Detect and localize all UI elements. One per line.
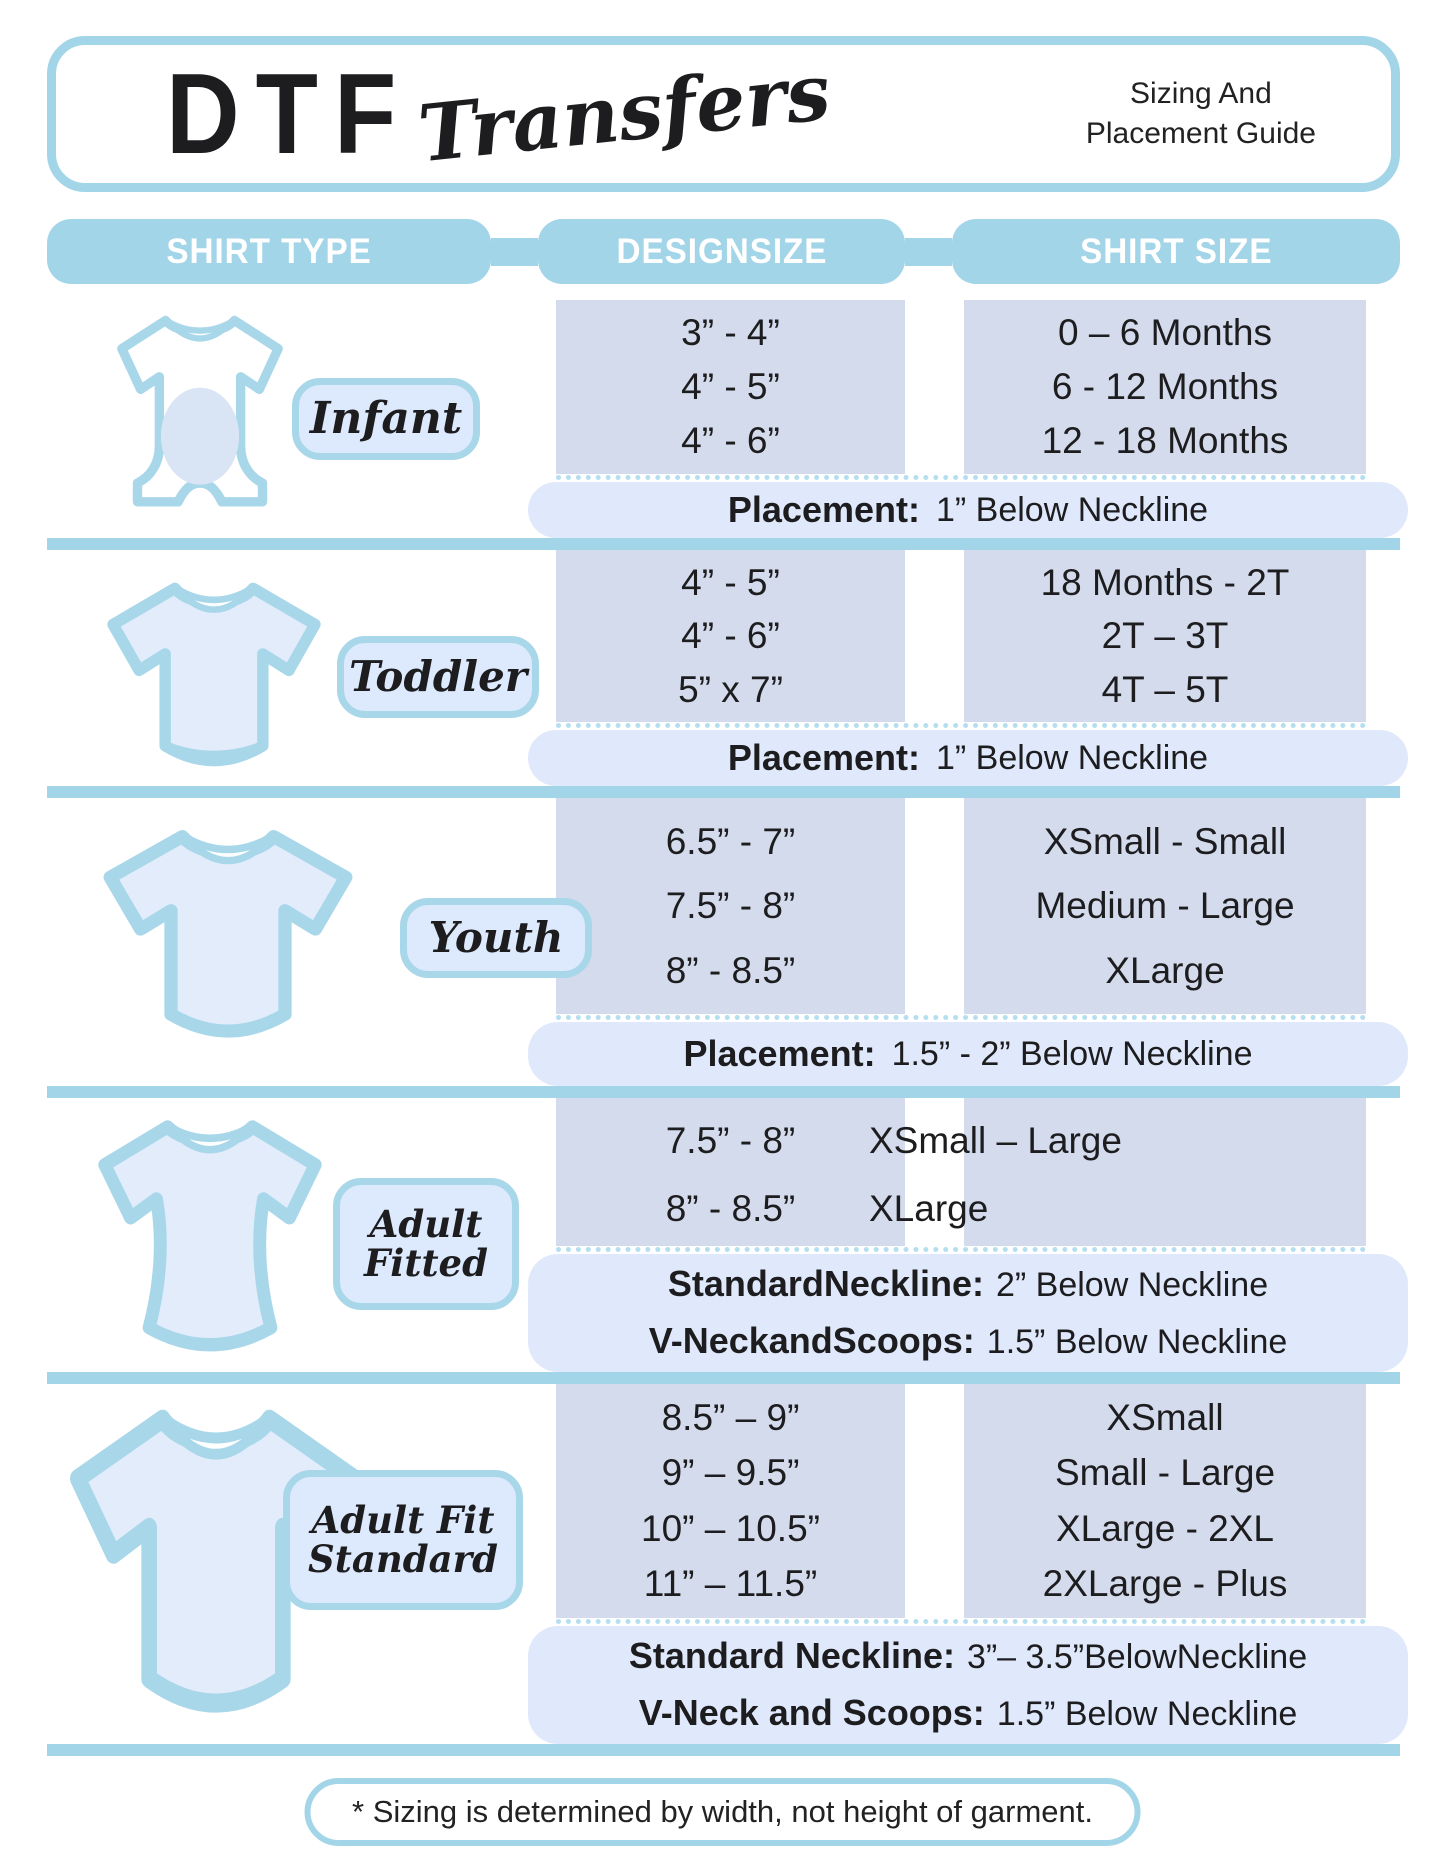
- design-size-list: 3” - 4” 4” - 5” 4” - 6”: [681, 312, 780, 461]
- shirt-size-list: XSmall Small - Large XLarge - 2XL 2XLarge - Plus: [1042, 1397, 1288, 1604]
- row-label-adult-fitted: Adult Fitted: [333, 1178, 519, 1310]
- tshirt-icon: [95, 818, 361, 1044]
- placement-line: [668, 1259, 1268, 1310]
- brand-script-text: Transfers: [414, 46, 835, 181]
- guide-subtitle: [1086, 74, 1316, 155]
- placement-label: Standard Neckline:: [628, 1635, 955, 1677]
- placement-label: V-NeckandScoops:: [648, 1320, 975, 1361]
- header: [47, 36, 1400, 192]
- placement-label: Placement:: [727, 489, 920, 530]
- placement-value: 1.5” - 2” Below Neckline: [891, 1034, 1253, 1073]
- dotted-separator: [556, 1247, 1366, 1252]
- design-size-list: 7.5” - 8” 8” - 8.5”: [665, 1120, 796, 1229]
- row-divider: [47, 1744, 1400, 1756]
- shirt-size-list: 18 Months - 2T 2T – 3T 4T – 5T: [1040, 561, 1290, 710]
- tshirt-icon: [100, 572, 328, 772]
- placement-label: V-Neck and Scoops:: [638, 1692, 985, 1733]
- design-size-list: 6.5” - 7” 7.5” - 8” 8” - 8.5”: [665, 820, 796, 991]
- row-divider: [47, 1086, 1400, 1098]
- row-youth: [0, 798, 1445, 1086]
- placement-label: Placement:: [727, 737, 920, 778]
- dotted-separator: [556, 1619, 1366, 1624]
- pill-connector: [491, 238, 538, 266]
- row-infant: [0, 300, 1445, 538]
- footer-note: * Sizing is determined by width, not height of garment.: [304, 1778, 1141, 1846]
- placement-bar: [528, 1626, 1408, 1744]
- placement-label: StandardNeckline:: [667, 1263, 984, 1305]
- row-adult-fitted: [0, 1098, 1445, 1372]
- placement-value: 1.5” Below Neckline: [996, 1695, 1298, 1733]
- row-toddler: [0, 550, 1445, 786]
- design-size-list: 4” - 5” 4” - 6” 5” x 7”: [678, 561, 783, 710]
- pill-connector: [905, 238, 952, 266]
- row-divider: [47, 1372, 1400, 1384]
- column-header-shirt-size: SHIRT SIZE: [952, 219, 1400, 284]
- row-label-youth: Youth: [400, 898, 592, 978]
- dotted-separator: [556, 1015, 1366, 1020]
- placement-label: Placement:: [683, 1033, 876, 1074]
- row-divider: [47, 786, 1400, 798]
- column-headers: [47, 219, 1400, 284]
- placement-bar: [528, 1022, 1408, 1086]
- placement-line: [639, 1688, 1298, 1739]
- dotted-separator: [556, 723, 1366, 728]
- column-header-shirt-type: SHIRT TYPE: [47, 219, 491, 284]
- placement-bar: [528, 1254, 1408, 1372]
- onesie-icon: [105, 308, 295, 530]
- fitted-tshirt-icon: [90, 1108, 330, 1358]
- subtitle-line-2: Placement Guide: [1085, 117, 1316, 150]
- placement-line: [629, 1631, 1307, 1682]
- row-divider: [47, 538, 1400, 550]
- shirt-size-list: XSmall - Small Medium - Large XLarge: [1035, 820, 1295, 991]
- column-header-design-size: DESIGNSIZE: [538, 219, 905, 284]
- brand-text: DTF: [166, 50, 413, 178]
- placement-line: [649, 1316, 1288, 1367]
- placement-value: 3”– 3.5”BelowNeckline: [966, 1638, 1308, 1677]
- row-label-infant: Infant: [292, 378, 480, 460]
- row-adult-fit-standard: [0, 1384, 1445, 1744]
- brand-logo: [166, 46, 835, 181]
- shirt-size-list: 0 – 6 Months 6 - 12 Months 12 - 18 Months: [1041, 312, 1289, 461]
- placement-bar: [528, 730, 1408, 786]
- placement-value: 1” Below Neckline: [935, 738, 1209, 777]
- row-label-toddler: Toddler: [337, 636, 539, 718]
- subtitle-line-1: Sizing And: [1130, 76, 1272, 110]
- design-size-list: 8.5” – 9” 9” – 9.5” 10” – 10.5” 11” – 11.5”: [641, 1397, 820, 1604]
- shirt-size-list: XSmall – Large XLarge: [869, 1120, 1122, 1229]
- placement-value: 1” Below Neckline: [935, 490, 1209, 529]
- row-label-adult-fit-standard: Adult Fit Standard: [283, 1470, 523, 1610]
- placement-value: 2” Below Neckline: [995, 1266, 1269, 1305]
- placement-value: 1.5” Below Neckline: [986, 1323, 1288, 1361]
- placement-bar: [528, 482, 1408, 538]
- dotted-separator: [556, 475, 1366, 480]
